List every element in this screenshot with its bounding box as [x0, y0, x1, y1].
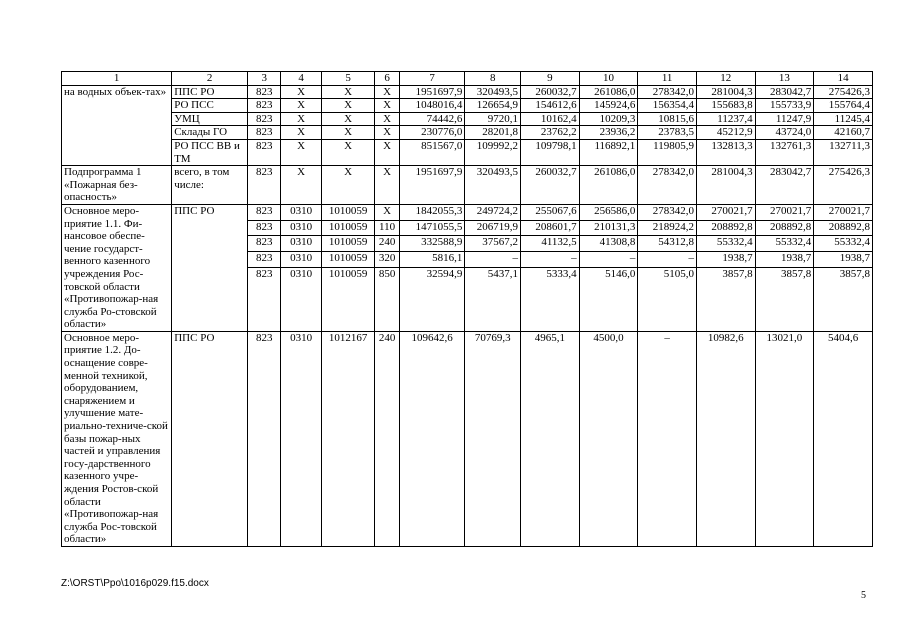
cell-rzpr: Х	[281, 166, 321, 205]
table-row	[62, 126, 873, 140]
cell-value: 41308,8	[579, 236, 638, 252]
cell-value: 45212,9	[696, 126, 755, 140]
cell-value: 10982,6	[696, 331, 755, 546]
table-row	[62, 139, 873, 165]
cell-value: 126654,9	[465, 99, 521, 113]
cell-value: 210131,3	[579, 220, 638, 236]
cell-value: –	[638, 331, 697, 546]
cell-rzpr: 0310	[281, 252, 321, 268]
cell-rzpr: Х	[281, 99, 321, 113]
cell-vr: 320	[375, 252, 399, 268]
cell-value: 132761,3	[755, 139, 814, 165]
cell-vr: Х	[375, 99, 399, 113]
table-row	[62, 204, 873, 220]
cell-value: 283042,7	[755, 166, 814, 205]
cell-csr: Х	[321, 126, 375, 140]
cell-value: 11247,9	[755, 112, 814, 126]
cell-value: 155683,8	[696, 99, 755, 113]
cell-value: 1951697,9	[399, 85, 465, 99]
cell-value: 11237,4	[696, 112, 755, 126]
cell-grbs: 823	[248, 112, 281, 126]
header-cell: 11	[638, 72, 697, 86]
cell-csr: 1012167	[321, 331, 375, 546]
cell-vr: 110	[375, 220, 399, 236]
cell-value: 41132,5	[521, 236, 580, 252]
header-cell: 9	[521, 72, 580, 86]
cell-value: 11245,4	[814, 112, 873, 126]
cell-executor: всего, в том числе:	[172, 166, 248, 205]
cell-value: 278342,0	[638, 85, 697, 99]
cell-value: 208892,8	[755, 220, 814, 236]
cell-rzpr: 0310	[281, 236, 321, 252]
cell-value: 275426,3	[814, 166, 873, 205]
cell-value: 10209,3	[579, 112, 638, 126]
cell-value: 5105,0	[638, 267, 697, 331]
cell-vr: Х	[375, 166, 399, 205]
table-row	[62, 85, 873, 99]
cell-value: 5146,0	[579, 267, 638, 331]
cell-rzpr: Х	[281, 126, 321, 140]
cell-value: 208601,7	[521, 220, 580, 236]
header-cell: 2	[172, 72, 248, 86]
cell-value: 3857,8	[814, 267, 873, 331]
cell-value: 275426,3	[814, 85, 873, 99]
header-cell: 3	[248, 72, 281, 86]
cell-grbs: 823	[248, 99, 281, 113]
cell-rzpr: Х	[281, 139, 321, 165]
cell-value: 55332,4	[696, 236, 755, 252]
cell-value: 23762,2	[521, 126, 580, 140]
cell-value: 270021,7	[696, 204, 755, 220]
cell-value: 109642,6	[399, 331, 465, 546]
cell-value: 55332,4	[814, 236, 873, 252]
cell-rzpr: 0310	[281, 220, 321, 236]
cell-value: 320493,5	[465, 85, 521, 99]
cell-csr: 1010059	[321, 252, 375, 268]
cell-csr: Х	[321, 99, 375, 113]
table-row	[62, 99, 873, 113]
cell-value: 206719,9	[465, 220, 521, 236]
cell-value: 9720,1	[465, 112, 521, 126]
table-row	[62, 166, 873, 205]
cell-rzpr: Х	[281, 112, 321, 126]
cell-program-name: Основное меро-приятие 1.1. Фи-нансовое обеспе-чение государст-венного казенного учреждения Рос-товской области «Противопожар-ная служба Ро-стовской области»	[62, 204, 172, 331]
cell-value: 10162,4	[521, 112, 580, 126]
cell-value: 1938,7	[814, 252, 873, 268]
cell-value: 1938,7	[755, 252, 814, 268]
cell-vr: Х	[375, 126, 399, 140]
cell-csr: Х	[321, 166, 375, 205]
cell-vr: Х	[375, 139, 399, 165]
footer-file-path: Z:\ORST\Ppo\1016p029.f15.docx	[61, 578, 209, 589]
cell-value: 4500,0	[579, 331, 638, 546]
cell-value: 255067,6	[521, 204, 580, 220]
cell-grbs: 823	[248, 236, 281, 252]
cell-value: 1842055,3	[399, 204, 465, 220]
cell-value: –	[579, 252, 638, 268]
cell-value: 5404,6	[814, 331, 873, 546]
cell-value: 10815,6	[638, 112, 697, 126]
cell-value: 278342,0	[638, 204, 697, 220]
cell-csr: 1010059	[321, 220, 375, 236]
cell-value: 154612,6	[521, 99, 580, 113]
cell-value: 261086,0	[579, 85, 638, 99]
cell-executor: ППС РО	[172, 204, 248, 331]
cell-executor: ППС РО	[172, 331, 248, 546]
cell-grbs: 823	[248, 139, 281, 165]
cell-vr: 850	[375, 267, 399, 331]
cell-executor: Склады ГО	[172, 126, 248, 140]
budget-table	[61, 71, 873, 547]
cell-value: 156354,4	[638, 99, 697, 113]
header-cell: 8	[465, 72, 521, 86]
cell-grbs: 823	[248, 331, 281, 546]
cell-value: 4965,1	[521, 331, 580, 546]
cell-value: 32594,9	[399, 267, 465, 331]
cell-value: 37567,2	[465, 236, 521, 252]
header-cell: 5	[321, 72, 375, 86]
cell-value: 116892,1	[579, 139, 638, 165]
cell-grbs: 823	[248, 126, 281, 140]
cell-value: 851567,0	[399, 139, 465, 165]
cell-executor: РО ПСС	[172, 99, 248, 113]
cell-value: 260032,7	[521, 166, 580, 205]
cell-value: 1951697,9	[399, 166, 465, 205]
cell-grbs: 823	[248, 267, 281, 331]
cell-program-name: Подпрограмма 1 «Пожарная без-опасность»	[62, 166, 172, 205]
cell-value: 5437,1	[465, 267, 521, 331]
cell-vr: Х	[375, 85, 399, 99]
cell-value: 256586,0	[579, 204, 638, 220]
cell-grbs: 823	[248, 166, 281, 205]
header-cell: 7	[399, 72, 465, 86]
cell-vr: Х	[375, 204, 399, 220]
cell-vr: 240	[375, 331, 399, 546]
header-cell: 6	[375, 72, 399, 86]
cell-value: 119805,9	[638, 139, 697, 165]
cell-grbs: 823	[248, 204, 281, 220]
cell-csr: 1010059	[321, 267, 375, 331]
header-cell: 4	[281, 72, 321, 86]
cell-value: 132813,3	[696, 139, 755, 165]
cell-value: 278342,0	[638, 166, 697, 205]
cell-csr: 1010059	[321, 236, 375, 252]
cell-rzpr: 0310	[281, 267, 321, 331]
cell-vr: 240	[375, 236, 399, 252]
cell-value: 42160,7	[814, 126, 873, 140]
cell-program-name: Основное меро-приятие 1.2. До-оснащение совре-менной техникой, оборудованием, снаряжением и улучшение мате-риально-техниче-ской базы пожар-ных частей и управления госу-дарственного казенного учре-ждения Ростов-ской области «Противопожар-ная служба Рос-товской области»	[62, 331, 172, 546]
table-row	[62, 112, 873, 126]
header-cell: 14	[814, 72, 873, 86]
header-cell: 13	[755, 72, 814, 86]
page-number: 5	[861, 590, 866, 601]
cell-value: 320493,5	[465, 166, 521, 205]
cell-rzpr: Х	[281, 85, 321, 99]
cell-value: 283042,7	[755, 85, 814, 99]
cell-value: 1938,7	[696, 252, 755, 268]
cell-value: 208892,8	[696, 220, 755, 236]
cell-value: 155733,9	[755, 99, 814, 113]
cell-value: 5333,4	[521, 267, 580, 331]
cell-value: 54312,8	[638, 236, 697, 252]
cell-value: 281004,3	[696, 166, 755, 205]
cell-value: 5816,1	[399, 252, 465, 268]
cell-value: 270021,7	[814, 204, 873, 220]
cell-value: –	[465, 252, 521, 268]
cell-value: 3857,8	[755, 267, 814, 331]
header-row	[62, 72, 873, 86]
cell-value: –	[521, 252, 580, 268]
cell-csr: Х	[321, 139, 375, 165]
cell-value: 70769,3	[465, 331, 521, 546]
cell-value: 74442,6	[399, 112, 465, 126]
cell-value: 1048016,4	[399, 99, 465, 113]
cell-value: 55332,4	[755, 236, 814, 252]
header-cell: 1	[62, 72, 172, 86]
cell-value: 249724,2	[465, 204, 521, 220]
cell-value: 132711,3	[814, 139, 873, 165]
cell-value: 109798,1	[521, 139, 580, 165]
cell-csr: Х	[321, 85, 375, 99]
cell-value: 270021,7	[755, 204, 814, 220]
cell-executor: УМЦ	[172, 112, 248, 126]
cell-executor: РО ПСС ВВ и ТМ	[172, 139, 248, 165]
cell-value: 332588,9	[399, 236, 465, 252]
cell-value: 208892,8	[814, 220, 873, 236]
cell-grbs: 823	[248, 220, 281, 236]
cell-value: 13021,0	[755, 331, 814, 546]
cell-grbs: 823	[248, 252, 281, 268]
header-cell: 10	[579, 72, 638, 86]
cell-value: 230776,0	[399, 126, 465, 140]
cell-value: –	[638, 252, 697, 268]
cell-csr: 1010059	[321, 204, 375, 220]
cell-csr: Х	[321, 112, 375, 126]
cell-value: 261086,0	[579, 166, 638, 205]
cell-value: 1471055,5	[399, 220, 465, 236]
cell-value: 260032,7	[521, 85, 580, 99]
cell-value: 218924,2	[638, 220, 697, 236]
cell-grbs: 823	[248, 85, 281, 99]
cell-value: 23936,2	[579, 126, 638, 140]
cell-vr: Х	[375, 112, 399, 126]
cell-program-name: на водных объек-тах»	[62, 85, 172, 166]
cell-executor: ППС РО	[172, 85, 248, 99]
cell-value: 43724,0	[755, 126, 814, 140]
cell-value: 145924,6	[579, 99, 638, 113]
table-row	[62, 331, 873, 546]
cell-value: 155764,4	[814, 99, 873, 113]
cell-value: 109992,2	[465, 139, 521, 165]
cell-value: 23783,5	[638, 126, 697, 140]
cell-value: 28201,8	[465, 126, 521, 140]
cell-value: 281004,3	[696, 85, 755, 99]
cell-rzpr: 0310	[281, 331, 321, 546]
header-cell: 12	[696, 72, 755, 86]
cell-value: 3857,8	[696, 267, 755, 331]
cell-rzpr: 0310	[281, 204, 321, 220]
